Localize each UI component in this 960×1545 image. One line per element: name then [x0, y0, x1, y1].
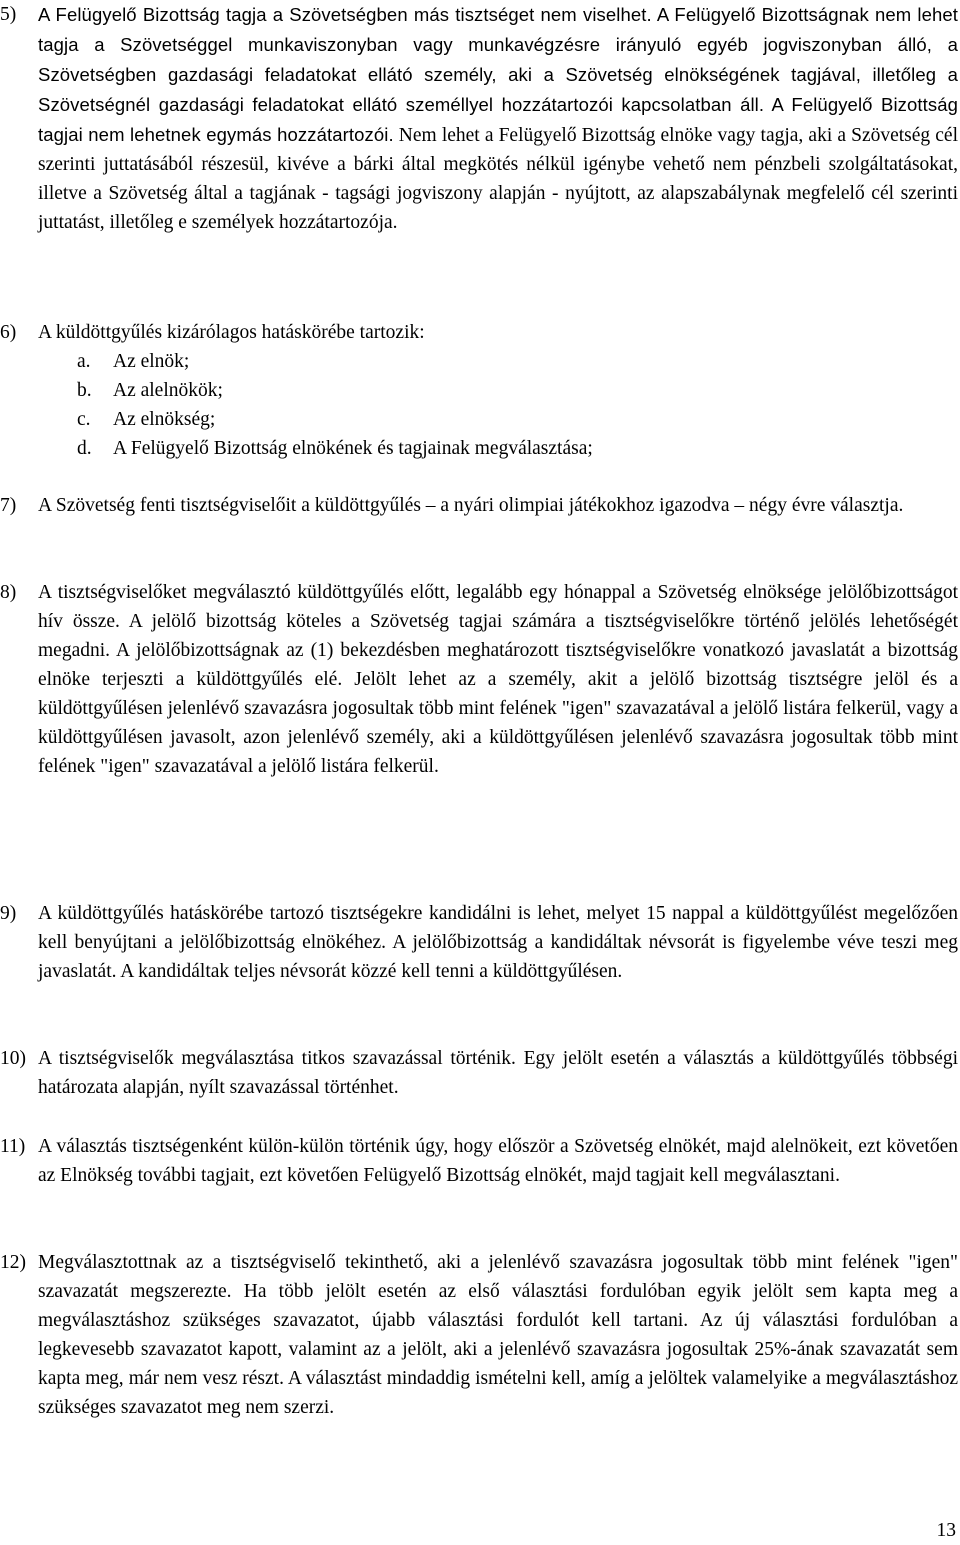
- paragraph-text: A választás tisztségenként külön-külön történik úgy, hogy először a Szövetség elnökét, majd alelnökeit, ezt követően az Elnökség további tagjait, ezt követően Felügyelő Bizottság elnökét, majd tagjait kell megválasztani.: [38, 1136, 958, 1186]
- paragraph-number: 10): [0, 1048, 26, 1069]
- paragraph-7: [0, 491, 958, 520]
- paragraph-5: [0, 0, 958, 237]
- list-item: d. A Felügyelő Bizottság elnökének és tagjainak megválasztása;: [77, 438, 593, 459]
- paragraph-number: 6): [0, 322, 17, 343]
- paragraph-11: [0, 1132, 958, 1190]
- paragraph-text-sans: A Felügyelő Bizottság tagja a Szövetségben más tisztséget nem viselhet. A Felügyelő Bizottságnak nem lehet tagja a Szövetséggel munkaviszonyban vagy munkavégzésre irányuló egyéb jogviszonyban álló, a Szövetségben gazdasági feladatokat ellátó személy, aki a Szövetség elnökségének tagjával, illetőleg a Szövetségnél gazdasági feladatokat ellátó személlyel hozzátartozói kapcsolatban áll. A Felügyelő Bizottság tagjai nem lehetnek egymás hozzátartozói.: [38, 4, 958, 145]
- paragraph-6: [0, 318, 958, 347]
- paragraph-number: 11): [0, 1136, 26, 1157]
- paragraph-text: Nem lehet a Felügyelő Bizottság elnöke vagy tagja, aki a Szövetség cél szerinti juttatásából részesül, kivéve a bárki által megkötés nélkül igénybe vehető nem pénzbeli szolgáltatásokat, illetve a Szövetség által a tagjának - tagsági jogviszony alapján - nyújtott, az alapszabálynak megfelelő cél szerinti juttatást, illetőleg e személyek hozzátartozója.: [38, 125, 958, 233]
- paragraph-text: A Szövetség fenti tisztségviselőit a küldöttgyűlés – a nyári olimpiai játékokhoz igazodva – négy évre választja.: [38, 495, 904, 516]
- paragraph-8: [0, 578, 958, 781]
- paragraph-number: 9): [0, 903, 17, 924]
- sublist: [77, 347, 593, 463]
- paragraph-text: A küldöttgyűlés kizárólagos hatáskörébe tartozik:: [38, 322, 425, 343]
- paragraph-number: 7): [0, 495, 17, 516]
- list-item: c. Az elnökség;: [77, 409, 216, 430]
- paragraph-text: Megválasztottnak az a tisztségviselő tekinthető, aki a jelenlévő szavazásra jogosultak több mint felének "igen" szavazatát megszerezte. Ha több jelölt esetén az első választási fordulóban egyik jelölt sem kapta meg a megválasztáshoz szükséges szavazatot, újabb választási fordulót kell tartani. Az új választási fordulóban a legkevesebb szavazatot kapott, valamint az a jelölt, aki a jelenlévő szavazásra jogosultak 25%-ának szavazatát sem kapta meg, már nem vesz részt. A választást mindaddig ismételni kell, amíg a jelöltek valamelyike a megválasztáshoz szükséges szavazatot meg nem szerzi.: [38, 1252, 958, 1418]
- paragraph-number: 12): [0, 1252, 26, 1273]
- page-number: 13: [936, 1520, 956, 1541]
- paragraph-9: [0, 899, 958, 986]
- list-item: b. Az alelnökök;: [77, 380, 223, 401]
- paragraph-10: [0, 1044, 958, 1102]
- paragraph-number: 5): [0, 4, 17, 25]
- list-item: a. Az elnök;: [77, 351, 190, 372]
- paragraph-number: 8): [0, 582, 17, 603]
- paragraph-text: A tisztségviselők megválasztása titkos szavazással történik. Egy jelölt esetén a választás a küldöttgyűlés többségi határozata alapján, nyílt szavazással történhet.: [38, 1048, 958, 1098]
- paragraph-12: [0, 1248, 958, 1422]
- paragraph-text: A küldöttgyűlés hatáskörébe tartozó tisztségekre kandidálni is lehet, melyet 15 nappal a küldöttgyűlést megelőzően kell benyújtani a jelölőbizottság elnökéhez. A jelölőbizottság a kandidáltak névsorát is figyelembe véve teszi meg javaslatát. A kandidáltak teljes névsorát közzé kell tenni a küldöttgyűlésen.: [38, 903, 958, 982]
- paragraph-text: A tisztségviselőket megválasztó küldöttgyűlés előtt, legalább egy hónappal a Szövetség elnöksége jelölőbizottságot hív össze. A jelölő bizottság köteles a Szövetség tagjai számára a tisztségviselőkre történő jelölés lehetőségét megadni. A jelölőbizottságnak az (1) bekezdésben meghatározott tisztségviselőkre vonatkozó javaslatát a bizottság elnöke terjeszti a küldöttgyűlés elé. Jelölt lehet az a személy, akit a jelölő bizottság tisztségre jelöl és a küldöttgyűlésen jelenlévő szavazásra jogosultak több mint felének "igen" szavazatával a jelölő listára felkerül, vagy a küldöttgyűlésen javasolt, azon jelenlévő személy, aki a küldöttgyűlésen jelenlévő szavazásra jogosultak több mint felének "igen" szavazatával a jelölő listára felkerül.: [38, 582, 958, 777]
